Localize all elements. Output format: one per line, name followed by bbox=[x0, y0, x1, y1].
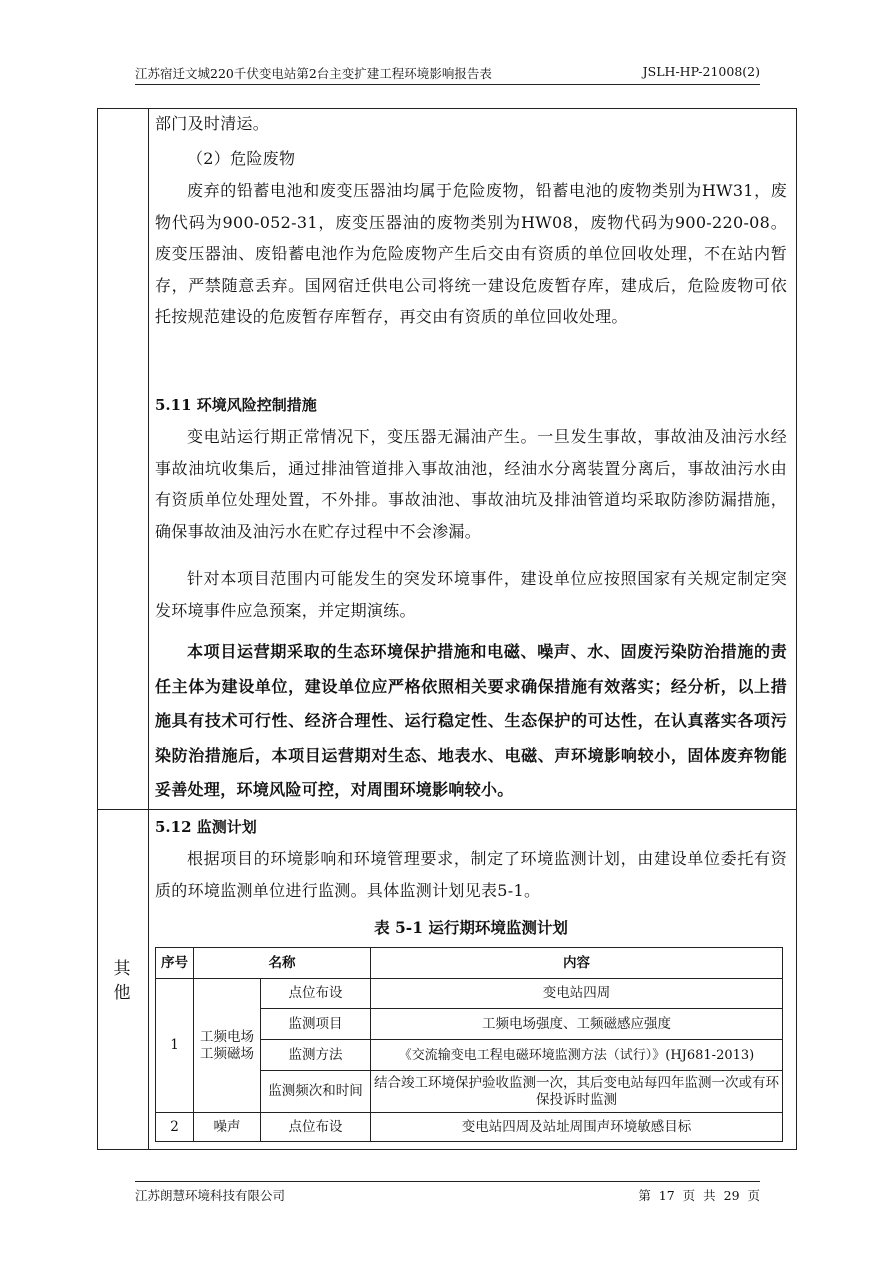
row-value: 《交流输变电工程电磁环境监测方法（试行）》(HJ681-2013) bbox=[371, 1040, 783, 1071]
table-header-row bbox=[156, 948, 783, 979]
side-label: 其他 bbox=[113, 959, 131, 1003]
row-name: 噪声 bbox=[194, 1113, 261, 1142]
row-value: 结合竣工环境保护验收监测一次，其后变电站每四年监测一次或有环保投诉时监测 bbox=[371, 1071, 783, 1113]
paragraph-monitoring-plan: 根据项目的环境影响和环境管理要求，制定了环境监测计划，由建设单位委托有资质的环境监测单位进行监测。具体监测计划见表5-1。 bbox=[155, 849, 787, 900]
row-value: 变电站四周 bbox=[371, 979, 783, 1009]
table-row bbox=[156, 979, 783, 1009]
header-code: JSLH-HP-21008(2) bbox=[642, 64, 760, 79]
table-row bbox=[156, 1113, 783, 1142]
heading-5-11: 5.11 环境风险控制措施 bbox=[155, 396, 317, 414]
row-value: 工频电场强度、工频磁感应强度 bbox=[371, 1009, 783, 1040]
paragraph-hazardous-waste: 废弃的铅蓄电池和废变压器油均属于危险废物，铅蓄电池的废物类别为HW31，废物代码为900-052-31，废变压器油的废物类别为HW08，废物代码为900-220-08。废变压器油、废铅蓄电池作为危险废物产生后交由有资质的单位回收处理，不在站内暂存，严禁随意丢弃。国网宿迁供电公司将统一建设危废暂存库，建成后，危险废物可依托按规范建设的危废暂存库暂存，再交由有资质的单位回收处理。 bbox=[155, 181, 787, 326]
paragraph-emergency-plan: 针对本项目范围内可能发生的突发环境事件，建设单位应按照国家有关规定制定突发环境事件应急预案，并定期演练。 bbox=[155, 569, 787, 620]
row-name: 工频电场工频磁场 bbox=[194, 979, 261, 1113]
header-title: 江苏宿迁文城220千伏变电站第2台主变扩建工程环境影响报告表 bbox=[135, 66, 492, 81]
row-item: 点位布设 bbox=[261, 979, 371, 1009]
header-content: 内容 bbox=[371, 948, 783, 979]
table-caption: 表 5-1 运行期环境监测计划 bbox=[374, 918, 568, 937]
paragraph-responsibility-conclusion: 本项目运营期采取的生态环境保护措施和电磁、噪声、水、固废污染防治措施的责任主体为建设单位，建设单位应严格依照相关要求确保措施有效落实；经分析，以上措施具有技术可行性、经济合理性、运行稳定性、生态保护的可达性，在认真落实各项污染防治措施后，本项目运营期对生态、地表水、电磁、声环境影响较小，固体废弃物能妥善处理，环境风险可控，对周围环境影响较小。 bbox=[155, 642, 787, 799]
page-header bbox=[135, 62, 760, 85]
subheading-hazardous-waste: （2）危险废物 bbox=[187, 149, 296, 168]
section-divider bbox=[98, 809, 796, 810]
paragraph-risk-control: 变电站运行期正常情况下，变压器无漏油产生。一旦发生事故，事故油及油污水经事故油坑收集后，通过排油管道排入事故油池，经油水分离装置分离后，事故油污水由有资质单位处理处置，不外排。事故油池、事故油坑及排油管道均采取防渗防漏措施，确保事故油及油污水在贮存过程中不会渗漏。 bbox=[155, 427, 787, 541]
page-footer bbox=[135, 1181, 760, 1202]
footer-company: 江苏朗慧环境科技有限公司 bbox=[135, 1188, 286, 1203]
header-no: 序号 bbox=[156, 948, 194, 979]
row-item: 监测项目 bbox=[261, 1009, 371, 1040]
header-name: 名称 bbox=[194, 948, 371, 979]
heading-5-12: 5.12 监测计划 bbox=[155, 818, 257, 836]
report-frame bbox=[97, 108, 797, 1150]
row-item: 监测频次和时间 bbox=[261, 1071, 371, 1113]
row-item: 点位布设 bbox=[261, 1113, 371, 1142]
row-number: 1 bbox=[156, 979, 194, 1113]
row-value: 变电站四周及站址周围声环境敏感目标 bbox=[371, 1113, 783, 1142]
paragraph-cleanup: 部门及时清运。 bbox=[155, 114, 270, 133]
row-number: 2 bbox=[156, 1113, 194, 1142]
monitoring-table bbox=[155, 947, 783, 1142]
row-item: 监测方法 bbox=[261, 1040, 371, 1071]
footer-page-number: 第 17 页 共 29 页 bbox=[638, 1188, 760, 1203]
